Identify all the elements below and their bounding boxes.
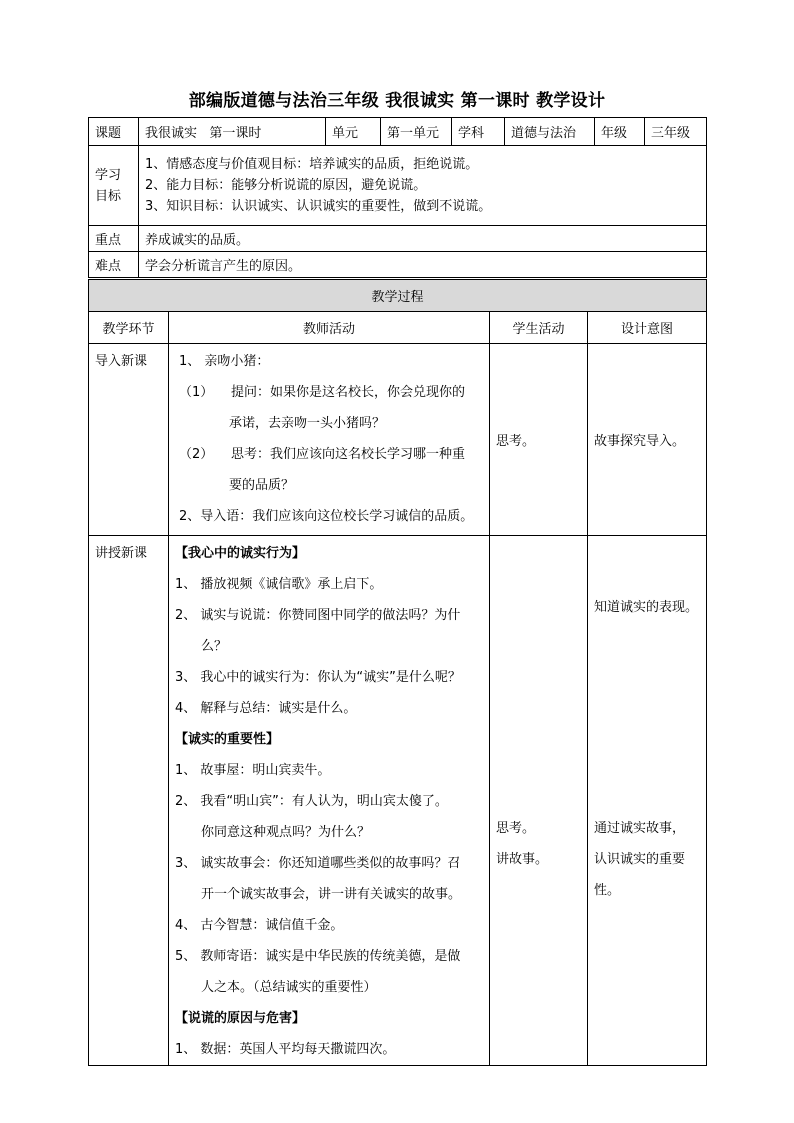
intro-line: 提问：如果你是这名校长，你会兑现你的 (231, 385, 466, 400)
new-intent-line: 知道诚实的表现。 (594, 600, 699, 615)
goal-item: 1、情感态度与价值观目标：培养诚实的品质，拒绝说谎。 (145, 157, 479, 172)
goal-item: 2、能力目标：能够分析说谎的原因，避免说谎。 (145, 178, 427, 193)
new-line: 1、 播放视频《诚信歌》承上启下。 (175, 577, 383, 592)
goals-label-line2: 目标 (95, 188, 122, 204)
new-intent-line: 通过诚实故事， (594, 821, 686, 836)
new-teacher-activity (169, 536, 490, 1066)
unit-value: 第一单元 (381, 118, 452, 146)
topic-value: 我很诚实 第一课时 (139, 118, 326, 146)
new-line: 么？ (201, 639, 228, 654)
new-line: 5、 教师寄语：诚实是中华民族的传统美德，是做 (175, 949, 461, 964)
intro-line: 承诺，去亲吻一头小猪吗？ (229, 416, 386, 431)
new-student-line: 思考。 (496, 821, 536, 836)
new-line: 1、 数据：英国人平均每天撒谎四次。 (175, 1042, 396, 1057)
intro-teacher-activity (169, 344, 490, 536)
section-title-text: 【诚实的重要性】 (175, 732, 280, 747)
new-line: 2、 诚实与说谎：你赞同图中同学的做法吗？为什 (175, 608, 461, 623)
intro-line-group (173, 439, 485, 470)
new-line: 1、 故事屋：明山宾卖牛。 (175, 763, 331, 778)
section-title (175, 724, 485, 755)
col-stage-header: 教学环节 (89, 312, 169, 344)
goals-content (139, 146, 707, 226)
new-line: 4、 古今智慧：诚信值千金。 (175, 918, 344, 933)
grade-label: 年级 (595, 118, 645, 146)
intro-sub-number: （2） (179, 447, 214, 462)
new-stage: 讲授新课 (89, 536, 169, 1066)
new-design-intent (588, 536, 707, 1066)
grade-value: 三年级 (645, 118, 707, 146)
intro-line: 思考：我们应该向这名校长学习哪一种重 (231, 447, 466, 462)
intro-design-intent: 故事探究导入。 (588, 344, 707, 536)
intro-line: 要的品质？ (229, 478, 295, 493)
new-line: 你同意这种观点吗？为什么？ (201, 825, 371, 840)
new-student-line: 讲故事。 (496, 852, 549, 867)
process-table (88, 279, 707, 1066)
new-student-activity (490, 536, 588, 1066)
col-student-header: 学生活动 (490, 312, 588, 344)
intro-student-activity: 思考。 (490, 344, 588, 536)
section-title-text: 【我心中的诚实行为】 (175, 546, 306, 561)
intro-line: 2、导入语：我们应该向这位校长学习诚信的品质。 (179, 509, 474, 524)
new-line: 2、 我看“明山宾”：有人认为，明山宾太傻了。 (175, 794, 448, 809)
goals-label-line1: 学习 (95, 167, 122, 183)
new-line: 3、 诚实故事会：你还知道哪些类似的故事吗？召 (175, 856, 461, 871)
difficulty-value: 学会分析谎言产生的原因。 (139, 252, 707, 278)
intro-line: 1、 亲吻小猪： (179, 354, 270, 369)
col-teacher-header: 教师活动 (169, 312, 490, 344)
new-line: 4、 解释与总结：诚实是什么。 (175, 701, 357, 716)
new-line: 开一个诚实故事会，讲一讲有关诚实的故事。 (201, 887, 462, 902)
section-title-text: 【说谎的原因与危害】 (175, 1011, 306, 1026)
topic-label: 课题 (89, 118, 139, 146)
new-intent-line: 认识诚实的重要 (594, 852, 686, 867)
key-value: 养成诚实的品质。 (139, 226, 707, 252)
new-line: 3、 我心中的诚实行为：你认为“诚实”是什么呢？ (175, 670, 461, 685)
subject-label: 学科 (452, 118, 505, 146)
col-intent-header: 设计意图 (588, 312, 707, 344)
intro-sub-number: （1） (179, 385, 214, 400)
intro-line-group (173, 377, 485, 408)
intro-stage: 导入新课 (89, 344, 169, 536)
process-header: 教学过程 (89, 280, 707, 312)
unit-label: 单元 (326, 118, 381, 146)
difficulty-label: 难点 (89, 252, 139, 278)
goal-item: 3、知识目标：认识诚实、认识诚实的重要性，做到不说谎。 (145, 199, 492, 214)
section-title (175, 538, 485, 569)
section-title (175, 1003, 485, 1034)
subject-value: 道德与法治 (505, 118, 595, 146)
new-intent-line: 性。 (594, 883, 621, 898)
document-title: 部编版道德与法治三年级 我很诚实 第一课时 教学设计 (188, 91, 606, 111)
info-table (88, 117, 707, 278)
new-line: 人之本。（总结诚实的重要性） (201, 980, 377, 995)
key-label: 重点 (89, 226, 139, 252)
goals-label (89, 146, 139, 226)
